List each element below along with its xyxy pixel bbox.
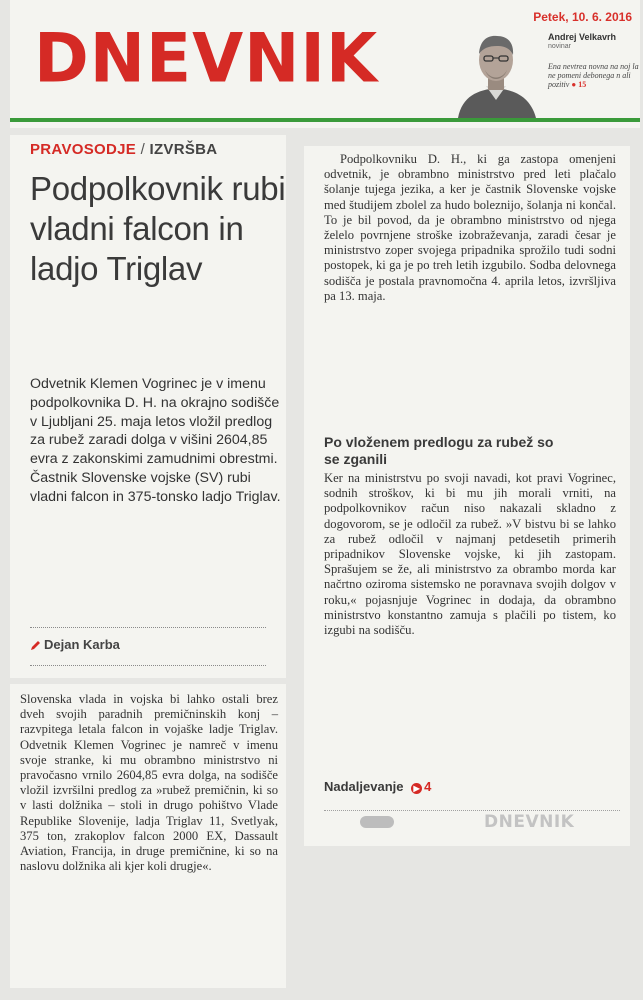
body-paragraph-right-2: Ker na ministrstvu po svoji navadi, kot pravi Vogrinec, sodnih stroškov, ki bi mu jih morali vrniti, na podpolkovnikov račun niso nakazali skladno z dogovorom, se je odločil za rubež. »V bistvu bi se lahko za rubež odločil v najmanj petdesetih primerih pripadnikov Slovenske vojske, ki jih zastopam. Sprašujem se že, ali ministrstvo za obrambo morda kar načrtno oziroma sistemsko ne poravnava svojih dolgov v roku,« pojasnjuje Vogrinec in dodaja, da obrambno ministrstvo konstantno zamuja s plačili po tistem, ko izgubi na sodišču. <box>324 471 616 638</box>
columnist-portrait <box>450 28 542 118</box>
column-teaser-page: ● 15 <box>571 80 587 89</box>
arrow-right-icon: ▶ <box>411 783 422 794</box>
footer-divider <box>324 810 620 811</box>
byline-author: Dejan Karba <box>44 637 120 652</box>
kicker-primary: PRAVOSODJE <box>30 141 137 158</box>
article-body-right <box>304 146 630 846</box>
kicker-separator: / <box>140 141 146 158</box>
column-teaser <box>548 62 640 89</box>
article-subhead: Po vloženem predlogu za rubež so se zganili <box>324 434 554 467</box>
newspaper-logo: DNEVNIK <box>34 19 379 98</box>
masthead <box>10 0 640 128</box>
issue-date: Petek, 10. 6. 2016 <box>533 10 632 24</box>
continued-label: Nadaljevanje <box>324 779 404 794</box>
page-marker <box>360 816 394 828</box>
continued-page-number: 4 <box>424 779 432 794</box>
column-teaser-page-number: 15 <box>578 80 587 89</box>
article-body-left <box>10 684 286 988</box>
columnist-name: Andrej Velkavrh <box>548 32 617 42</box>
body-paragraph-right-1 <box>324 152 616 304</box>
byline-divider-top <box>30 627 266 628</box>
masthead-rule <box>10 118 640 122</box>
body-paragraph-left: Slovenska vlada in vojska bi lahko ostali brez dveh svojih paradnih premičninskih konj – razvpitega letala falcon in vojaške ladje Triglav. Odvetnik Klemen Vogrinec je namreč v imenu svoje stranke, ki mu obrambno ministrstvo ni pravočasno vrnilo 2604,85 evra dolga, na sodišče vložil izvršilni predlog za »rubež premičnin, ki so v lasti dolžnika – stoli in drugo pohištvo Vlade Republike Slovenije, ladja Triglav 11, Svetlyak, 375 ton, zrakoplov falcon 2000 EX, Dassault Aviation, Francija, in druge premičnine, ki so na naslovu dolžnika ali kjer koli drugje«. <box>20 692 278 874</box>
continued-on-page <box>324 779 431 794</box>
column-teaser-text: Ena nevtrea novna na noj la ne pomeni debonega n ali pozitiv <box>548 62 639 89</box>
pen-icon <box>30 640 41 651</box>
byline-divider-bottom <box>30 665 266 666</box>
columnist-role: novinar <box>548 43 571 50</box>
article-headline: Podpolkovnik rubi vladni falcon in ladjo Triglav <box>30 170 286 287</box>
footer-logo: DNEVNIK <box>484 812 575 832</box>
body-paragraph-right-1-text: Podpolkovniku D. H., ki ga zastopa omenjeni odvetnik, je obrambno ministrstvo pred leti plačalo šolanje tujega jezika, a ker je častnik Slovenske vojske med študijem zbolel za hudo boleznijo, šolanja ni končal. To je bil povod, da je obrambno ministrstvo od njega želelo povrnjene stroške izobraževanja, zaradi česar je ministrstvo zoper svojega pripadnika sprožilo tudi sodni postopek, ki ga je po treh letih izgubilo. Sodba delovnega sodišča je postala pravnomočna 4. aprila letos, izvršljiva pa 13. maja. <box>324 152 616 303</box>
article-byline <box>30 637 120 652</box>
article-lead-box <box>10 135 286 678</box>
kicker-secondary: IZVRŠBA <box>149 141 218 158</box>
article-lead: Odvetnik Klemen Vogrinec je v imenu podpolkovnika D. H. na okrajno sodišče v Ljubljani 25. maja letos vložil predlog za rubež zaradi dolga v višini 2604,85 evra z zakonskimi zamudnimi obrestmi. Častnik Slovenske vojske (SV) rubi vladni falcon in 375-tonsko ladjo Triglav. <box>30 376 281 505</box>
article-kicker <box>30 141 217 158</box>
